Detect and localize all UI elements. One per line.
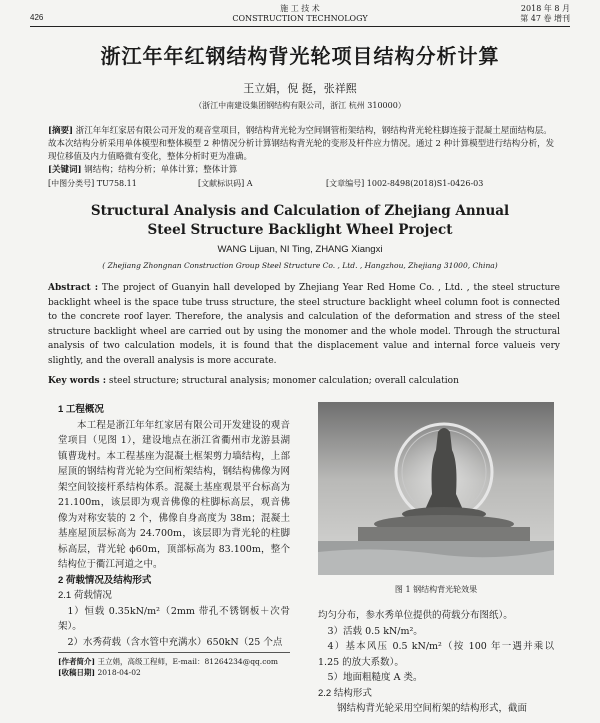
received-date-label: [收稿日期] xyxy=(58,668,96,677)
footnote-rule xyxy=(58,652,290,653)
page-number: 426 xyxy=(30,13,44,22)
author-bio xyxy=(58,656,308,667)
backlight-wheel-rendering xyxy=(318,402,554,575)
section-heading-2: 2 荷载情况及结构形式 xyxy=(58,574,152,586)
keywords-cn-text: 钢结构；结构分析；单体计算；整体计算 xyxy=(84,165,238,175)
received-date xyxy=(58,667,308,678)
affiliation-en: ( Zhejiang Zhongnan Construction Group Steel Structure Co. , Ltd. , Hangzhou, Zhejiang 31000, China) xyxy=(102,261,498,270)
load-item-1: 1）恒载 0.35kN/m²（2mm 带孔不锈钢板＋次骨架）。 xyxy=(58,605,290,632)
section-heading-1: 1 工程概况 xyxy=(58,404,104,415)
abstract-en xyxy=(48,281,560,369)
keywords-en-label: Key words : xyxy=(48,376,107,386)
issue-date: 2018 年 8 月 xyxy=(520,4,570,13)
authors-en: WANG Lijuan, NI Ting, ZHANG Xiangxi xyxy=(217,244,383,255)
subsection-heading-2-2: 2.2 结构形式 xyxy=(318,687,372,699)
section-1-paragraph: 本工程是浙江年年红家居有限公司开发建设的观音堂项目（见图 1），建设地点在浙江省衢州市龙游县湖镇曹珑村。本工程基座为混凝土框架剪力墙结构，上部屋顶的钢结构背光轮为空间桁架结构，钢结构佛像为网架空间铰接杆系结构体系。混凝土基座观景平台标高为 21.100m，该层即为观音佛像的柱脚标高层，观音佛像为对称安装的 2 个，佛像自身高度为 38m；混凝土基座屋顶层标高为 24.700m，该层即为背光轮的柱脚标高层，背光轮 ϕ60m，顶部标高为 83.100m，整个结构位于衢江河道之中。 xyxy=(58,419,290,570)
author-bio-text: 王立娟，高级工程师，E-mail：81264234@qq.com xyxy=(97,657,279,666)
title-en-line1: Structural Analysis and Calculation of Zhejiang Annual xyxy=(90,203,510,219)
keywords-en xyxy=(48,376,560,386)
journal-name xyxy=(30,4,570,24)
paper-title-cn: 浙江年年红钢结构背光轮项目结构分析计算 xyxy=(100,44,500,68)
abstract-cn xyxy=(48,125,560,177)
section-2-2-paragraph: 钢结构背光轮采用空间桁架的结构形式，截面 xyxy=(337,703,528,714)
journal-name-en: CONSTRUCTION TECHNOLOGY xyxy=(232,14,368,23)
affiliation-cn: （浙江中南建设集团钢结构有限公司，浙江 杭州 310000） xyxy=(194,101,406,110)
keywords-en-text: steel structure; structural analysis; monomer calculation; overall calculation xyxy=(108,376,459,386)
paper-title-en xyxy=(0,202,600,240)
abstract-en-label: Abstract : xyxy=(48,283,99,293)
clc-number: [中图分类号] TU758.11 xyxy=(48,179,137,188)
journal-name-cn: 施 工 技 术 xyxy=(280,4,320,13)
abstract-cn-label: [摘要] xyxy=(48,126,74,136)
running-header xyxy=(30,4,570,26)
footnote xyxy=(58,656,308,678)
abstract-en-text: The project of Guanyin hall developed by Zhejiang Year Red Home Co. , Ltd. , the steel structure backlight wheel is the space tube truss structure, the steel structure backlight wheel column foot is connected to the concrete roof layer. Therefore, the analysis and calculation of the deformation and stress of the steel structure backlight wheel are carried out by using the monomer and the whole model. Through the structural analysis of two calculation models, it is found that the displacement value and internal force valueis very slightly, and the overall analysis is more accurate. xyxy=(48,283,560,366)
classification-line xyxy=(48,178,560,190)
authors-cn: 王立娟，倪 挺，张祥熙 xyxy=(243,82,357,95)
article-number: [文章编号] 1002-8498(2018)S1-0426-03 xyxy=(326,179,484,188)
load-item-5: 5）地面粗糙度 A 类。 xyxy=(327,672,423,683)
load-item-2-continued: 均匀分布，参水秀单位提供的荷载分布图纸）。 xyxy=(318,610,513,621)
figure-caption: 图 1 钢结构背光轮效果 xyxy=(394,585,478,594)
document-code: [文献标识码] A xyxy=(198,179,253,188)
load-item-3: 3）活载 0.5 kN/m²。 xyxy=(327,625,423,637)
title-en-line2: Steel Structure Backlight Wheel Project xyxy=(147,222,453,238)
header-rule xyxy=(30,26,570,27)
subsection-heading-2-1: 2.1 荷载情况 xyxy=(58,590,112,601)
load-item-4: 4）基本风压 0.5 kN/m²（按 100 年一遇并乘以 1.25 的放大系数）。 xyxy=(318,641,554,668)
load-item-2: 2）水秀荷载（含水管中充满水）650kN（25 个点 xyxy=(67,636,283,648)
keywords-cn-label: [关键词] xyxy=(48,165,82,175)
figure-backlight-wheel xyxy=(318,402,554,575)
author-bio-label: [作者简介] xyxy=(58,657,96,666)
issue-volume: 第 47 卷 增刊 xyxy=(520,14,570,23)
issue-info xyxy=(520,4,570,24)
body-left-column xyxy=(58,402,290,650)
body-right-column xyxy=(318,608,554,717)
abstract-cn-text: 浙江年年红家居有限公司开发的观音堂项目，钢结构背光轮为空间钢管桁架结构，钢结构背光轮柱脚连接于混凝土屋面结构层。故本次结构分析采用单体模型和整体模型 2 种情况分析计算钢结构背光轮的变形及杆件应力情况。通过 2 种计算模型进行结构分析，发现位移值及内力值略微有变化，整体分析时更为准确。 xyxy=(48,126,555,162)
received-date-text: 2018-04-02 xyxy=(97,668,141,677)
